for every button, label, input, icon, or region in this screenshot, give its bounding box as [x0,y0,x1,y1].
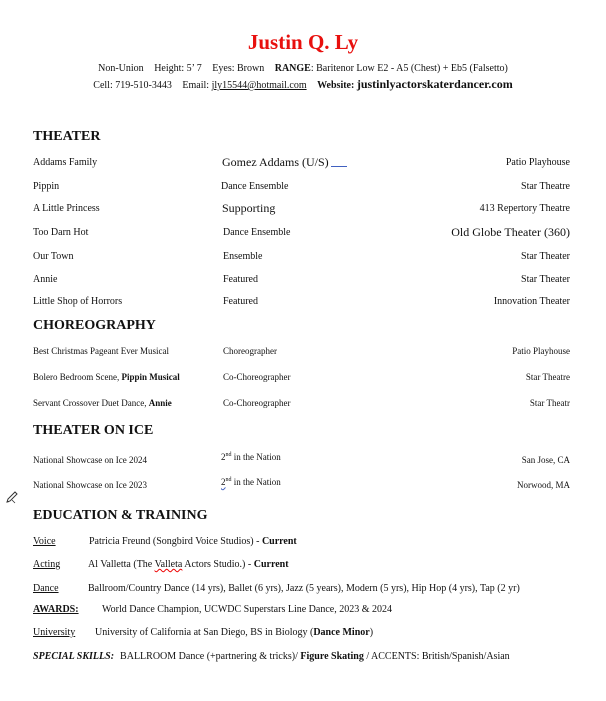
choreo-venue: Star Theatr [529,398,570,408]
theater-show: A Little Princess [33,203,100,214]
acting-text: Al Valletta (The [88,559,155,570]
university-close: ) [369,627,374,638]
university-label: University [33,627,76,638]
ice-location: San Jose, CA [521,455,570,465]
placement-number: 2 [221,477,226,487]
placement-suffix: nd [225,452,232,458]
choreo-piece-text: Servant Crossover Duet Dance, [33,398,147,408]
dance-text: Ballroom/Country Dance (14 yrs), Ballet (6 yrs), Jazz (5 years), Modern (5 yrs), Hip Hop (4 yrs), Tap (2 yr) [88,583,520,594]
email-block [182,80,306,91]
vocal-range [275,63,508,74]
skills-skating: Figure Skating [300,651,364,662]
union-status: Non-Union [98,63,144,74]
theater-venue: Star Theater [521,251,570,262]
voice-label: Voice [33,536,56,547]
choreo-piece-text: Bolero Bedroom Scene, [33,372,120,382]
acting-text-rest: Actors Studio.) - [182,559,254,570]
section-choreography-heading: CHOREOGRAPHY [33,318,156,333]
theater-role: Featured [223,274,258,285]
ice-placement [221,452,281,462]
theater-venue: Innovation Theater [493,296,570,307]
awards-text: World Dance Champion, UCWDC Superstars Line Dance, 2023 & 2024 [102,604,392,615]
university-text: University of California at San Diego, BS in Biology ( [95,627,314,638]
acting-label: Acting [33,559,61,570]
theater-venue: Star Theater [521,274,570,285]
theater-show: Annie [33,274,58,285]
theater-role: Featured [223,296,258,307]
theater-venue: Star Theatre [521,181,570,192]
theater-show: Too Darn Hot [33,227,89,238]
theater-show: Addams Family [33,157,98,168]
choreo-role: Choreographer [223,346,277,356]
theater-venue: 413 Repertory Theatre [479,203,570,214]
placement-text: in the Nation [231,452,281,462]
awards [33,604,392,615]
skills-accents: / ACCENTS: British/Spanish/Asian [363,651,510,662]
theater-role [222,155,347,170]
choreo-piece-show: Annie [148,398,172,408]
choreo-venue: Star Theatre [525,372,570,382]
skills-text: BALLROOM Dance (+partnering & tricks)/ [120,651,301,662]
stats-line [0,63,606,74]
section-theater-heading: THEATER [33,129,101,144]
eyes: Eyes: Brown [212,63,265,74]
theater-role: Dance Ensemble [221,181,289,192]
choreo-piece [33,346,169,356]
choreo-venue: Patio Playhouse [512,346,570,356]
theater-venue: Patio Playhouse [505,157,570,168]
ice-event: National Showcase on Ice 2024 [33,455,147,465]
ice-placement [221,477,281,487]
choreo-piece [33,398,172,408]
dance-label: Dance [33,583,59,594]
theater-venue: Old Globe Theater (360) [451,225,570,239]
resume-name: Justin Q. Ly [247,30,359,54]
website-block [317,77,513,91]
choreo-role: Co-Choreographer [223,398,291,408]
contact-line [0,77,606,92]
theater-role-text: Gomez Addams (U/S) [222,155,329,169]
education-voice [33,536,297,547]
awards-label: AWARDS: [33,604,79,615]
education-university [33,627,373,638]
theater-role: Dance Ensemble [223,227,291,238]
skills-label: SPECIAL SKILLS: [33,651,115,662]
ice-event: National Showcase on Ice 2023 [33,480,147,490]
section-ice-heading: THEATER ON ICE [33,423,154,438]
voice-text: Patricia Freund (Songbird Voice Studios) - [89,536,262,547]
placement-suffix: nd [225,477,232,483]
website-label: Website: [317,80,355,91]
placement-number: 2 [221,452,226,462]
special-skills [33,651,510,662]
choreo-piece-show: Pippin Musical [121,372,180,382]
website-link[interactable]: justinlyactorskaterdancer.com [356,77,513,91]
education-dance [33,583,520,594]
choreo-role: Co-Choreographer [223,372,291,382]
placement-text: in the Nation [231,477,281,487]
cell-phone: Cell: 719-510-3443 [93,80,172,91]
voice-current: Current [261,536,297,547]
email-link[interactable]: jly15544@hotmail.com [211,80,307,91]
email-label: Email: [182,80,210,91]
theater-show: Little Shop of Horrors [33,296,123,307]
choreo-piece [33,372,180,382]
theater-show: Pippin [33,181,60,192]
range-value: : Baritenor Low E2 - A5 (Chest) + Eb5 (Falsetto) [310,63,508,74]
ice-location: Norwood, MA [517,480,570,490]
choreo-piece-text: Best Christmas Pageant Ever Musical [33,346,169,356]
height: Height: 5’ 7 [154,63,202,74]
range-label: RANGE [274,63,311,74]
theater-role: Ensemble [223,251,263,262]
theater-show: Our Town [33,251,74,262]
section-education-heading: EDUCATION & TRAINING [33,508,208,523]
university-minor: Dance Minor [313,627,370,638]
education-acting [33,559,289,570]
acting-studio-name: Valleta [154,559,183,570]
pen-cursor-icon [5,490,19,504]
acting-current: Current [253,559,289,570]
theater-role: Supporting [222,201,276,215]
